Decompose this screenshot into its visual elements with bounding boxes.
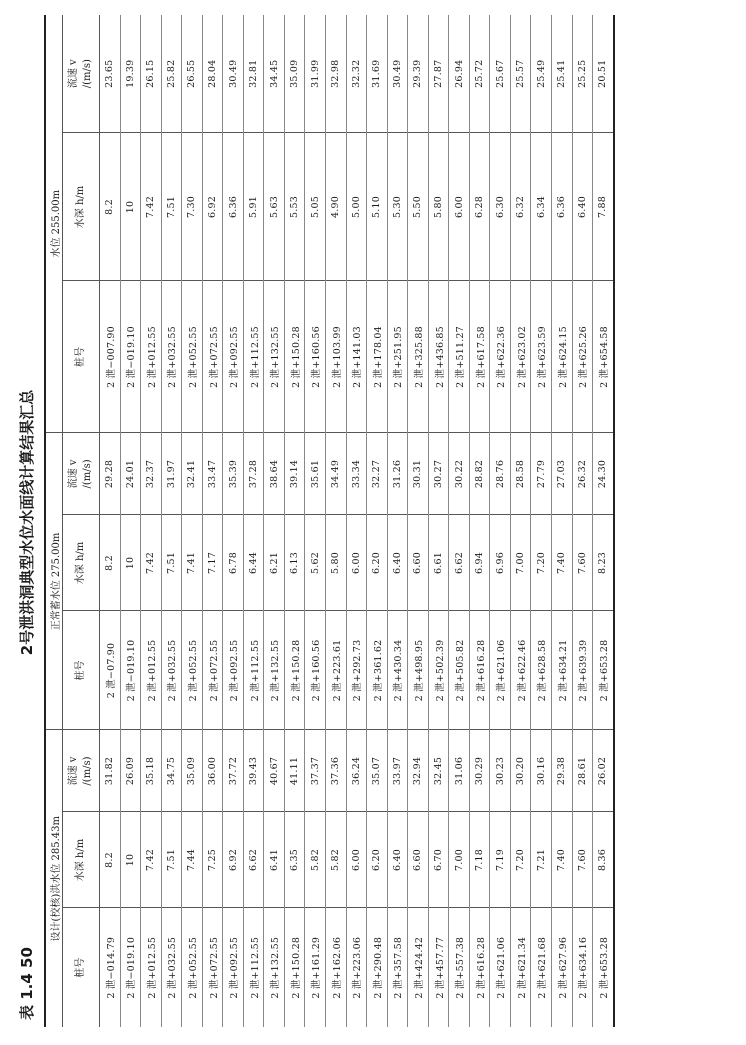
- cell-station: 2 泄+361.62: [367, 611, 388, 730]
- cell-station: 2 泄+357.58: [387, 908, 408, 1027]
- cell-velocity: 30.29: [469, 730, 490, 812]
- cell-depth: 6.40: [572, 133, 593, 281]
- cell-station: 2 泄+032.55: [161, 908, 182, 1027]
- cell-velocity: 32.94: [408, 730, 429, 812]
- table-row: [552, 15, 573, 1027]
- cell-depth: 5.63: [264, 133, 285, 281]
- cell-station: 2 泄+498.95: [408, 611, 429, 730]
- cell-station: 2 泄+623.02: [510, 281, 531, 433]
- cell-depth: 6.40: [387, 812, 408, 908]
- cell-depth: 5.80: [326, 515, 347, 611]
- cell-velocity: 29.39: [408, 15, 429, 133]
- cell-velocity: 33.34: [346, 433, 367, 515]
- cell-velocity: 29.38: [552, 730, 573, 812]
- table-row: [531, 15, 552, 1027]
- velocity-label: 流速 v: [68, 459, 79, 489]
- column-header-depth: 水深 h/m: [63, 515, 100, 611]
- cell-velocity: 25.57: [510, 15, 531, 133]
- cell-velocity: 25.49: [531, 15, 552, 133]
- cell-velocity: 27.87: [428, 15, 449, 133]
- cell-velocity: 31.99: [305, 15, 326, 133]
- column-header-depth: 水深 h/m: [63, 133, 100, 281]
- cell-station: 2 泄+178.04: [367, 281, 388, 433]
- table-body: [100, 15, 614, 1027]
- cell-depth: 6.44: [243, 515, 264, 611]
- cell-velocity: 37.28: [243, 433, 264, 515]
- cell-depth: 6.21: [264, 515, 285, 611]
- cell-depth: 7.42: [141, 515, 162, 611]
- cell-velocity: 39.14: [284, 433, 305, 515]
- cell-depth: 6.30: [490, 133, 511, 281]
- cell-velocity: 30.20: [510, 730, 531, 812]
- cell-depth: 7.51: [161, 515, 182, 611]
- cell-depth: 7.20: [531, 515, 552, 611]
- cell-velocity: 26.94: [449, 15, 470, 133]
- cell-station: 2 泄+616.28: [469, 908, 490, 1027]
- velocity-unit: /(m/s): [82, 459, 93, 489]
- cell-station: 2 泄+092.55: [223, 611, 244, 730]
- cell-depth: 5.50: [408, 133, 429, 281]
- cell-depth: 10: [120, 515, 141, 611]
- cell-station: 2 泄+132.55: [264, 281, 285, 433]
- cell-station: 2 泄+160.56: [305, 611, 326, 730]
- cell-depth: 4.90: [326, 133, 347, 281]
- cell-velocity: 35.61: [305, 433, 326, 515]
- cell-station: 2 泄+621.68: [531, 908, 552, 1027]
- cell-station: 2 泄+292.73: [346, 611, 367, 730]
- cell-depth: 6.00: [346, 812, 367, 908]
- cell-depth: 5.80: [428, 133, 449, 281]
- cell-velocity: 28.04: [202, 15, 223, 133]
- cell-velocity: 38.64: [264, 433, 285, 515]
- cell-depth: 8.36: [593, 812, 614, 908]
- cell-velocity: 36.24: [346, 730, 367, 812]
- table-row: [428, 15, 449, 1027]
- cell-station: 2 泄+162.06: [326, 908, 347, 1027]
- cell-station: 2 泄+161.29: [305, 908, 326, 1027]
- cell-velocity: 26.02: [593, 730, 614, 812]
- cell-depth: 7.40: [552, 515, 573, 611]
- cell-velocity: 30.23: [490, 730, 511, 812]
- cell-depth: 6.92: [223, 812, 244, 908]
- cell-velocity: 31.82: [100, 730, 121, 812]
- cell-station: 2 泄+654.58: [593, 281, 614, 433]
- cell-velocity: 23.65: [100, 15, 121, 133]
- cell-velocity: 31.26: [387, 433, 408, 515]
- cell-station: 2 泄+012.55: [141, 611, 162, 730]
- cell-depth: 7.17: [202, 515, 223, 611]
- cell-depth: 7.88: [593, 133, 614, 281]
- cell-velocity: 32.32: [346, 15, 367, 133]
- column-header-velocity: [63, 15, 100, 133]
- column-header-velocity: [63, 730, 100, 812]
- table-row: [572, 15, 593, 1027]
- cell-depth: 7.60: [572, 812, 593, 908]
- cell-depth: 5.62: [305, 515, 326, 611]
- cell-depth: 8.2: [100, 812, 121, 908]
- cell-depth: 6.96: [490, 515, 511, 611]
- cell-velocity: 40.67: [264, 730, 285, 812]
- cell-depth: 7.20: [510, 812, 531, 908]
- cell-depth: 6.78: [223, 515, 244, 611]
- cell-velocity: 32.81: [243, 15, 264, 133]
- cell-station: 2 泄+634.21: [552, 611, 573, 730]
- cell-station: 2 泄+424.42: [408, 908, 429, 1027]
- cell-velocity: 25.72: [469, 15, 490, 133]
- cell-velocity: 27.79: [531, 433, 552, 515]
- cell-depth: 6.60: [408, 515, 429, 611]
- table-row: [305, 15, 326, 1027]
- cell-velocity: 33.47: [202, 433, 223, 515]
- cell-depth: 10: [120, 133, 141, 281]
- cell-velocity: 34.75: [161, 730, 182, 812]
- cell-velocity: 32.27: [367, 433, 388, 515]
- cell-depth: 6.34: [531, 133, 552, 281]
- cell-depth: 7.18: [469, 812, 490, 908]
- cell-station: 2 泄+557.38: [449, 908, 470, 1027]
- cell-depth: 6.70: [428, 812, 449, 908]
- cell-station: 2 泄+621.06: [490, 611, 511, 730]
- cell-velocity: 35.39: [223, 433, 244, 515]
- cell-depth: 6.94: [469, 515, 490, 611]
- cell-velocity: 35.09: [284, 15, 305, 133]
- cell-velocity: 30.49: [387, 15, 408, 133]
- table-row: [141, 15, 162, 1027]
- cell-depth: 8.2: [100, 515, 121, 611]
- cell-station: 2 泄−07.90: [100, 611, 121, 730]
- cell-depth: 7.00: [449, 812, 470, 908]
- cell-velocity: 26.55: [182, 15, 203, 133]
- cell-depth: 5.53: [284, 133, 305, 281]
- cell-velocity: 24.01: [120, 433, 141, 515]
- table-row: [223, 15, 244, 1027]
- cell-station: 2 泄+092.55: [223, 281, 244, 433]
- cell-velocity: 28.76: [490, 433, 511, 515]
- cell-station: 2 泄−014.79: [100, 908, 121, 1027]
- cell-velocity: 27.03: [552, 433, 573, 515]
- cell-station: 2 泄+653.28: [593, 611, 614, 730]
- cell-velocity: 35.18: [141, 730, 162, 812]
- cell-velocity: 37.36: [326, 730, 347, 812]
- cell-velocity: 30.31: [408, 433, 429, 515]
- cell-station: 2 泄+505.82: [449, 611, 470, 730]
- cell-velocity: 35.09: [182, 730, 203, 812]
- cell-depth: 6.00: [346, 515, 367, 611]
- cell-station: 2 泄+502.39: [428, 611, 449, 730]
- cell-station: 2 泄+132.55: [264, 908, 285, 1027]
- cell-depth: 7.41: [182, 515, 203, 611]
- cell-station: 2 泄+160.56: [305, 281, 326, 433]
- table-row: [346, 15, 367, 1027]
- table-row: [449, 15, 470, 1027]
- cell-station: 2 泄−019.10: [120, 281, 141, 433]
- cell-depth: 6.62: [243, 812, 264, 908]
- table-row: [408, 15, 429, 1027]
- cell-station: 2 泄+112.55: [243, 281, 264, 433]
- cell-station: 2 泄+072.55: [202, 908, 223, 1027]
- cell-depth: 6.61: [428, 515, 449, 611]
- cell-velocity: 34.49: [326, 433, 347, 515]
- group-header-normal-level: 正常蓄水位 275.00m: [45, 433, 63, 730]
- cell-velocity: 32.37: [141, 433, 162, 515]
- cell-depth: 5.10: [367, 133, 388, 281]
- column-header-station: 桩号: [63, 908, 100, 1027]
- cell-velocity: 19.39: [120, 15, 141, 133]
- cell-station: 2 泄+436.85: [428, 281, 449, 433]
- cell-velocity: 36.00: [202, 730, 223, 812]
- cell-station: 2 泄+132.55: [264, 611, 285, 730]
- cell-depth: 5.82: [305, 812, 326, 908]
- cell-velocity: 29.28: [100, 433, 121, 515]
- cell-station: 2 泄+032.55: [161, 611, 182, 730]
- cell-depth: 7.42: [141, 133, 162, 281]
- cell-velocity: 25.82: [161, 15, 182, 133]
- cell-velocity: 37.37: [305, 730, 326, 812]
- cell-depth: 6.62: [449, 515, 470, 611]
- table-row: [161, 15, 182, 1027]
- cell-station: 2 泄+032.55: [161, 281, 182, 433]
- cell-depth: 5.00: [346, 133, 367, 281]
- cell-depth: 6.41: [264, 812, 285, 908]
- cell-velocity: 24.30: [593, 433, 614, 515]
- cell-station: 2 泄+012.55: [141, 281, 162, 433]
- cell-station: 2 泄+150.28: [284, 908, 305, 1027]
- table-number: 表 1.4 50: [18, 947, 36, 1020]
- cell-velocity: 37.72: [223, 730, 244, 812]
- cell-depth: 7.30: [182, 133, 203, 281]
- cell-velocity: 26.09: [120, 730, 141, 812]
- cell-depth: 7.19: [490, 812, 511, 908]
- cell-depth: 6.32: [510, 133, 531, 281]
- table-row: [202, 15, 223, 1027]
- cell-velocity: 25.67: [490, 15, 511, 133]
- cell-depth: 7.25: [202, 812, 223, 908]
- velocity-unit: /(m/s): [82, 756, 93, 786]
- cell-station: 2 泄+072.55: [202, 281, 223, 433]
- cell-station: 2 泄+634.16: [572, 908, 593, 1027]
- cell-velocity: 28.82: [469, 433, 490, 515]
- table-title: 2号泄洪洞典型水位水面线计算结果汇总: [18, 389, 36, 656]
- cell-station: 2 泄+150.28: [284, 611, 305, 730]
- cell-depth: 7.60: [572, 515, 593, 611]
- cell-depth: 7.44: [182, 812, 203, 908]
- cell-depth: 7.42: [141, 812, 162, 908]
- cell-station: 2 泄+092.55: [223, 908, 244, 1027]
- cell-depth: 6.35: [284, 812, 305, 908]
- cell-station: 2 泄+112.55: [243, 908, 264, 1027]
- cell-depth: 7.40: [552, 812, 573, 908]
- cell-velocity: 28.61: [572, 730, 593, 812]
- cell-velocity: 30.49: [223, 15, 244, 133]
- results-table: [44, 15, 615, 1027]
- cell-depth: 7.00: [510, 515, 531, 611]
- table-row: [593, 15, 614, 1027]
- cell-velocity: 20.51: [593, 15, 614, 133]
- cell-depth: 7.51: [161, 812, 182, 908]
- cell-station: 2 泄+511.27: [449, 281, 470, 433]
- cell-station: 2 泄+223.06: [346, 908, 367, 1027]
- cell-station: 2 泄+624.15: [552, 281, 573, 433]
- table-row: [387, 15, 408, 1027]
- cell-velocity: 32.45: [428, 730, 449, 812]
- cell-depth: 6.36: [223, 133, 244, 281]
- column-header-depth: 水深 h/m: [63, 812, 100, 908]
- cell-station: 2 泄+457.77: [428, 908, 449, 1027]
- cell-velocity: 30.16: [531, 730, 552, 812]
- cell-station: 2 泄+325.88: [408, 281, 429, 433]
- cell-station: 2 泄+072.55: [202, 611, 223, 730]
- velocity-label: 流速 v: [68, 59, 79, 89]
- column-header-station: 桩号: [63, 281, 100, 433]
- cell-velocity: 31.06: [449, 730, 470, 812]
- table-row: [243, 15, 264, 1027]
- cell-depth: 6.60: [408, 812, 429, 908]
- cell-velocity: 31.97: [161, 433, 182, 515]
- cell-depth: 6.40: [387, 515, 408, 611]
- table-row: [326, 15, 347, 1027]
- table-row: [490, 15, 511, 1027]
- cell-velocity: 30.22: [449, 433, 470, 515]
- cell-velocity: 33.97: [387, 730, 408, 812]
- cell-velocity: 41.11: [284, 730, 305, 812]
- cell-station: 2 泄−019.10: [120, 611, 141, 730]
- cell-velocity: 39.43: [243, 730, 264, 812]
- cell-depth: 6.20: [367, 812, 388, 908]
- cell-depth: 5.82: [326, 812, 347, 908]
- cell-station: 2 泄+617.58: [469, 281, 490, 433]
- cell-station: 2 泄+112.55: [243, 611, 264, 730]
- cell-velocity: 31.69: [367, 15, 388, 133]
- cell-depth: 6.28: [469, 133, 490, 281]
- cell-station: 2 泄−007.90: [100, 281, 121, 433]
- cell-velocity: 25.41: [552, 15, 573, 133]
- table-row: [367, 15, 388, 1027]
- velocity-unit: /(m/s): [82, 59, 93, 89]
- cell-station: 2 泄+430.34: [387, 611, 408, 730]
- cell-station: 2 泄+012.55: [141, 908, 162, 1027]
- cell-velocity: 34.45: [264, 15, 285, 133]
- cell-velocity: 26.15: [141, 15, 162, 133]
- cell-depth: 6.20: [367, 515, 388, 611]
- cell-velocity: 26.32: [572, 433, 593, 515]
- cell-station: 2 泄+052.55: [182, 908, 203, 1027]
- group-header-design-flood: 设计(校核)洪水位 285.43m: [45, 730, 63, 1027]
- cell-station: 2 泄+052.55: [182, 611, 203, 730]
- cell-depth: 6.92: [202, 133, 223, 281]
- column-header-station: 桩号: [63, 611, 100, 730]
- cell-station: 2 泄+622.36: [490, 281, 511, 433]
- cell-velocity: 30.27: [428, 433, 449, 515]
- cell-station: 2 泄+627.96: [552, 908, 573, 1027]
- cell-station: 2 泄+150.28: [284, 281, 305, 433]
- cell-depth: 6.00: [449, 133, 470, 281]
- cell-depth: 7.21: [531, 812, 552, 908]
- column-header-row: [63, 15, 100, 1027]
- cell-station: 2 泄+251.95: [387, 281, 408, 433]
- cell-station: 2 泄+290.48: [367, 908, 388, 1027]
- cell-depth: 6.36: [552, 133, 573, 281]
- cell-station: 2 泄+141.03: [346, 281, 367, 433]
- cell-depth: 6.13: [284, 515, 305, 611]
- cell-depth: 8.2: [100, 133, 121, 281]
- table-row: [510, 15, 531, 1027]
- table-row: [120, 15, 141, 1027]
- cell-depth: 5.30: [387, 133, 408, 281]
- cell-velocity: 32.41: [182, 433, 203, 515]
- cell-depth: 7.51: [161, 133, 182, 281]
- cell-station: 2 泄+223.61: [326, 611, 347, 730]
- cell-station: 2 泄+653.28: [593, 908, 614, 1027]
- cell-station: 2 泄+639.39: [572, 611, 593, 730]
- cell-depth: 5.91: [243, 133, 264, 281]
- cell-depth: 10: [120, 812, 141, 908]
- velocity-label: 流速 v: [68, 756, 79, 786]
- cell-depth: 8.23: [593, 515, 614, 611]
- group-header-level-255: 水位 255.00m: [45, 15, 63, 433]
- cell-velocity: 35.07: [367, 730, 388, 812]
- table-row: [182, 15, 203, 1027]
- cell-station: 2 泄+621.06: [490, 908, 511, 1027]
- cell-velocity: 28.58: [510, 433, 531, 515]
- table-row: [469, 15, 490, 1027]
- cell-velocity: 32.98: [326, 15, 347, 133]
- cell-station: 2 泄−019.10: [120, 908, 141, 1027]
- cell-station: 2 泄+623.59: [531, 281, 552, 433]
- cell-station: 2 泄+628.58: [531, 611, 552, 730]
- cell-station: 2 泄+052.55: [182, 281, 203, 433]
- cell-station: 2 泄+621.34: [510, 908, 531, 1027]
- cell-depth: 5.05: [305, 133, 326, 281]
- table-row: [284, 15, 305, 1027]
- cell-velocity: 25.25: [572, 15, 593, 133]
- column-header-velocity: [63, 433, 100, 515]
- table-row: [264, 15, 285, 1027]
- cell-station: 2 泄+103.99: [326, 281, 347, 433]
- cell-station: 2 泄+616.28: [469, 611, 490, 730]
- cell-station: 2 泄+625.26: [572, 281, 593, 433]
- cell-station: 2 泄+622.46: [510, 611, 531, 730]
- table-row: [100, 15, 121, 1027]
